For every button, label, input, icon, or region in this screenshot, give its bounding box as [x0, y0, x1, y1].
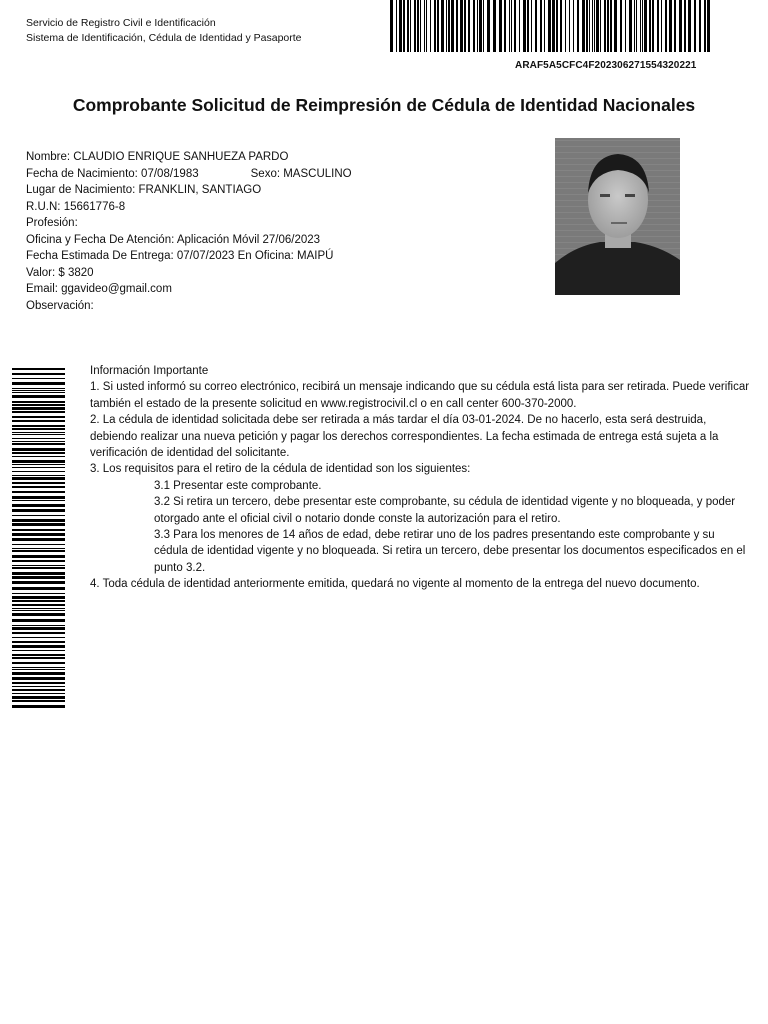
info-item-3-1: 3.1 Presentar este comprobante. [154, 479, 322, 492]
info-item-1: 1. Si usted informó su correo electrónico, recibirá un mensaje indicando que su cédula está lista para ser retirada. Puede verificar también el estado de la presente solicitud en www.registrocivil.cl o en call center 600-370-2000. [90, 381, 750, 410]
issuer-line-1: Servicio de Registro Civil e Identificación [26, 17, 216, 29]
person-portrait-icon [555, 138, 680, 295]
info-heading: Información Importante [90, 365, 209, 377]
issuer-header [26, 16, 302, 46]
field-observacion: Observación: [26, 299, 94, 312]
info-item-3-3: 3.3 Para los menores de 14 años de edad, debe retirar uno de los padres presentando este comprobante y su cédula de identidad vigente y no bloqueada. Si retira un tercero, debe presentar los documentos especificados en el punto 3.2. [154, 529, 746, 574]
barcode-top [390, 0, 710, 52]
field-row-nacimiento-sexo [26, 166, 352, 183]
applicant-fields [26, 149, 352, 314]
info-item-3-2: 3.2 Si retira un tercero, debe presentar este comprobante, su cédula de identidad vigente y no bloqueada, y poder otorgado ante el oficial civil o notario donde conste la autorización para el retiro. [154, 496, 736, 525]
info-item-4: 4. Toda cédula de identidad anteriormente emitida, quedará no vigente al momento de la entrega del nuevo documento. [90, 578, 700, 591]
info-item-3: 3. Los requisitos para el retiro de la cédula de identidad son los siguientes: [90, 463, 471, 476]
issuer-line-2: Sistema de Identificación, Cédula de Identidad y Pasaporte [26, 32, 302, 44]
info-item-2: 2. La cédula de identidad solicitada debe ser retirada a más tardar el día 03-01-2024. De no hacerlo, esta será destruida, debiendo realizar una nueva petición y pagar los derechos correspondientes. La fecha estimada de entrega está sujeta a la verificación de identidad del solicitante. [90, 414, 719, 460]
field-profesion: Profesión: [26, 217, 78, 229]
field-run: R.U.N: 15661776-8 [26, 200, 126, 213]
field-oficina: Oficina y Fecha De Atención: Aplicación Móvil 27/06/2023 [26, 233, 321, 246]
applicant-photo [555, 138, 680, 295]
page-title: Comprobante Solicitud de Reimpresión de Cédula de Identidad Nacionales [72, 95, 696, 115]
important-info [90, 363, 750, 593]
field-lugar-nacimiento: Lugar de Nacimiento: FRANKLIN, SANTIAGO [26, 184, 262, 196]
field-sexo: Sexo: MASCULINO [250, 167, 352, 180]
barcode-left [12, 368, 65, 708]
field-email: Email: ggavideo@gmail.com [26, 283, 172, 295]
field-nombre: Nombre: CLAUDIO ENRIQUE SANHUEZA PARDO [26, 151, 289, 163]
document-code: ARAF5A5CFC4F202306271554320221 [515, 60, 697, 71]
field-entrega: Fecha Estimada De Entrega: 07/07/2023 En Oficina: MAIPÚ [26, 250, 334, 262]
field-fecha-nacimiento: Fecha de Nacimiento: 07/08/1983 [26, 167, 199, 180]
field-valor: Valor: $ 3820 [26, 266, 94, 279]
